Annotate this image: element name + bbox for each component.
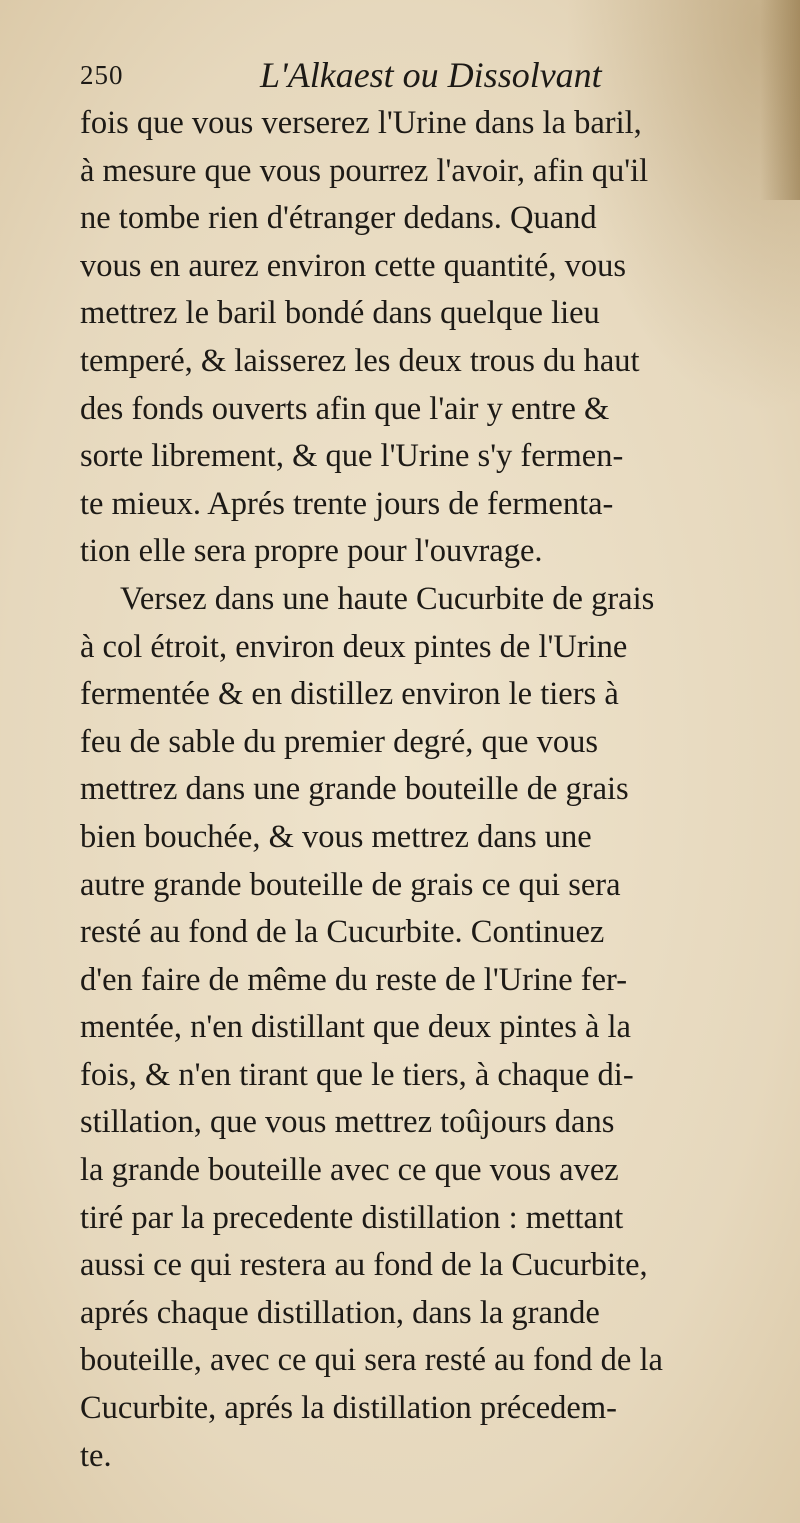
text-line: Versez dans une haute Cucurbite de grais (120, 580, 655, 617)
text-line: feu de sable du premier degré, que vous (80, 723, 599, 760)
text-line: mentée, n'en distillant que deux pintes à la (80, 1009, 631, 1046)
text-line: fois, & n'en tirant que le tiers, à chaque di- (80, 1056, 634, 1093)
text-line: aprés chaque distillation, dans la grande (80, 1294, 600, 1331)
page-number: 250 (80, 60, 124, 90)
text-line: bien bouchée, & vous mettrez dans une (80, 818, 592, 855)
text-line: bouteille, avec ce qui sera resté au fond de la (80, 1342, 663, 1379)
text-line: aussi ce qui restera au fond de la Cucurbite, (80, 1247, 648, 1284)
text-line: stillation, que vous mettrez toûjours dans (80, 1104, 615, 1141)
text-line: temperé, & laisserez les deux trous du haut (80, 342, 640, 379)
text-line: des fonds ouverts afin que l'air y entre & (80, 390, 610, 427)
running-head (80, 52, 760, 94)
text-line: fermentée & en distillez environ le tiers à (80, 676, 619, 713)
text-line: autre grande bouteille de grais ce qui sera (80, 866, 621, 903)
text-line: tiré par la precedente distillation : mettant (80, 1199, 624, 1236)
text-line: sorte librement, & que l'Urine s'y fermen- (80, 438, 624, 475)
text-line: vous en aurez environ cette quantité, vous (80, 247, 626, 284)
text-line: tion elle sera propre pour l'ouvrage. (80, 533, 543, 570)
text-line: à mesure que vous pourrez l'avoir, afin qu'il (80, 152, 649, 189)
text-line: ne tombe rien d'étranger dedans. Quand (80, 200, 597, 237)
text-line: mettrez dans une grande bouteille de grais (80, 771, 629, 808)
text-line: d'en faire de même du reste de l'Urine fer- (80, 961, 628, 998)
text-line: te. (80, 1437, 112, 1474)
text-line: te mieux. Aprés trente jours de fermenta- (80, 485, 614, 522)
text-line: Cucurbite, aprés la distillation précedem- (80, 1390, 617, 1427)
running-title: L'Alkaest ou Dissolvant (260, 55, 602, 95)
text-line: à col étroit, environ deux pintes de l'Urine (80, 628, 628, 665)
text-line: mettrez le baril bondé dans quelque lieu (80, 295, 600, 332)
body-text (80, 100, 770, 1480)
text-line: la grande bouteille avec ce que vous avez (80, 1152, 619, 1189)
text-line: resté au fond de la Cucurbite. Continuez (80, 914, 605, 951)
text-line: fois que vous verserez l'Urine dans la baril, (80, 105, 642, 141)
